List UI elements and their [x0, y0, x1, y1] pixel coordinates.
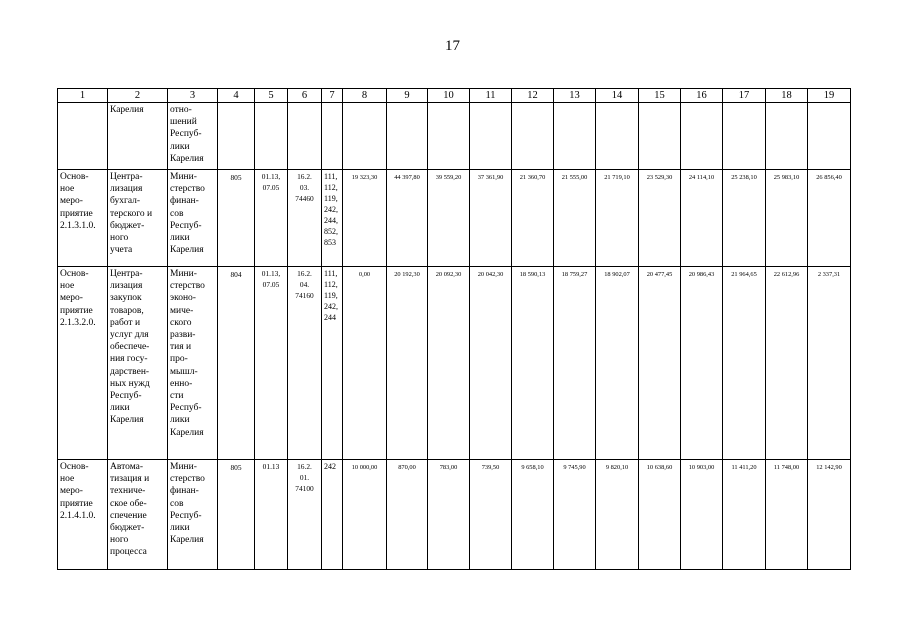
table-row: [58, 170, 851, 267]
executor-cell: Мини- стерство эконо- миче- ского разви- тия и про- мышл- енно- сти Респуб- лики Карелия: [168, 267, 218, 460]
amount-cell: 18 902,07: [596, 267, 639, 460]
column-header-8: 8: [343, 89, 387, 103]
grbs-code-cell: 804: [218, 267, 255, 460]
expense-type-cell: 242: [322, 460, 343, 570]
amount-cell: 12 142,90: [808, 460, 851, 570]
amount-cell: 20 192,30: [387, 267, 428, 460]
column-header-6: 6: [288, 89, 322, 103]
measure-code-cell: Основ- ное меро- приятие 2.1.4.1.0.: [58, 460, 108, 570]
amount-cell: 2 337,31: [808, 267, 851, 460]
amount-cell: 21 360,70: [512, 170, 554, 267]
amount-cell: [723, 103, 766, 170]
measure-name-cell: Автома- тизация и техниче- ское обе- спечение бюджет- ного процесса: [108, 460, 168, 570]
amount-cell: 44 397,80: [387, 170, 428, 267]
column-header-14: 14: [596, 89, 639, 103]
column-header-18: 18: [766, 89, 808, 103]
measure-code-cell: Основ- ное меро- приятие 2.1.3.2.0.: [58, 267, 108, 460]
amount-cell: 25 238,10: [723, 170, 766, 267]
column-header-19: 19: [808, 89, 851, 103]
table-row: [58, 460, 851, 570]
amount-cell: 21 555,00: [554, 170, 596, 267]
amount-cell: 39 559,20: [428, 170, 470, 267]
column-header-15: 15: [639, 89, 681, 103]
section-code-cell: 01.13: [255, 460, 288, 570]
section-code-cell: [255, 103, 288, 170]
expense-type-cell: [322, 103, 343, 170]
amount-cell: 20 042,30: [470, 267, 512, 460]
amount-cell: [512, 103, 554, 170]
column-header-12: 12: [512, 89, 554, 103]
column-header-5: 5: [255, 89, 288, 103]
amount-cell: 20 986,43: [681, 267, 723, 460]
grbs-code-cell: [218, 103, 255, 170]
target-article-cell: 16.2. 01. 74100: [288, 460, 322, 570]
amount-cell: 18 590,13: [512, 267, 554, 460]
amount-cell: 22 612,96: [766, 267, 808, 460]
column-header-7: 7: [322, 89, 343, 103]
table-row: [58, 103, 851, 170]
amount-cell: [766, 103, 808, 170]
amount-cell: 10 000,00: [343, 460, 387, 570]
executor-cell: Мини- стерство финан- сов Респуб- лики Карелия: [168, 460, 218, 570]
section-code-cell: 01.13, 07.05: [255, 267, 288, 460]
header-row: [58, 89, 851, 103]
executor-cell: отно- шений Респуб- лики Карелия: [168, 103, 218, 170]
executor-cell: Мини- стерство финан- сов Респуб- лики Карелия: [168, 170, 218, 267]
measure-code-cell: [58, 103, 108, 170]
page-number: 17: [445, 38, 460, 54]
amount-cell: 21 719,10: [596, 170, 639, 267]
column-header-17: 17: [723, 89, 766, 103]
amount-cell: 783,00: [428, 460, 470, 570]
amount-cell: 11 411,20: [723, 460, 766, 570]
column-header-1: 1: [58, 89, 108, 103]
amount-cell: 25 983,10: [766, 170, 808, 267]
amount-cell: [596, 103, 639, 170]
amount-cell: [470, 103, 512, 170]
measure-code-cell: Основ- ное меро- приятие 2.1.3.1.0.: [58, 170, 108, 267]
amount-cell: 21 964,65: [723, 267, 766, 460]
amount-cell: 0,00: [343, 267, 387, 460]
amount-cell: [639, 103, 681, 170]
amount-cell: 19 323,30: [343, 170, 387, 267]
section-code-cell: 01.13, 07.05: [255, 170, 288, 267]
amount-cell: 26 856,40: [808, 170, 851, 267]
measure-name-cell: Карелия: [108, 103, 168, 170]
amount-cell: 739,50: [470, 460, 512, 570]
amount-cell: 9 658,10: [512, 460, 554, 570]
expense-type-cell: 111, 112, 119, 242, 244: [322, 267, 343, 460]
grbs-code-cell: 805: [218, 460, 255, 570]
target-article-cell: 16.2. 03. 74460: [288, 170, 322, 267]
amount-cell: 10 638,60: [639, 460, 681, 570]
target-article-cell: [288, 103, 322, 170]
amount-cell: 18 759,27: [554, 267, 596, 460]
column-header-4: 4: [218, 89, 255, 103]
column-header-9: 9: [387, 89, 428, 103]
measure-name-cell: Центра- лизация бухгал- терского и бюджет- ного учета: [108, 170, 168, 267]
amount-cell: 9 820,10: [596, 460, 639, 570]
target-article-cell: 16.2. 04. 74160: [288, 267, 322, 460]
expense-type-cell: 111, 112, 119, 242, 244, 852, 853: [322, 170, 343, 267]
amount-cell: 23 529,30: [639, 170, 681, 267]
amount-cell: [681, 103, 723, 170]
amount-cell: 20 092,30: [428, 267, 470, 460]
column-header-10: 10: [428, 89, 470, 103]
budget-table: [57, 88, 851, 570]
column-header-11: 11: [470, 89, 512, 103]
column-header-3: 3: [168, 89, 218, 103]
amount-cell: [808, 103, 851, 170]
grbs-code-cell: 805: [218, 170, 255, 267]
amount-cell: [428, 103, 470, 170]
amount-cell: 37 361,90: [470, 170, 512, 267]
amount-cell: 24 114,10: [681, 170, 723, 267]
amount-cell: [387, 103, 428, 170]
measure-name-cell: Центра- лизация закупок товаров, работ и услуг для обеспече- ния госу- дарствен- ных нужд Респуб- лики Карелия: [108, 267, 168, 460]
table-row: [58, 267, 851, 460]
amount-cell: 870,00: [387, 460, 428, 570]
amount-cell: 10 903,00: [681, 460, 723, 570]
amount-cell: [343, 103, 387, 170]
amount-cell: [554, 103, 596, 170]
amount-cell: 9 745,90: [554, 460, 596, 570]
amount-cell: 20 477,45: [639, 267, 681, 460]
column-header-13: 13: [554, 89, 596, 103]
amount-cell: 11 748,00: [766, 460, 808, 570]
column-header-16: 16: [681, 89, 723, 103]
column-header-2: 2: [108, 89, 168, 103]
